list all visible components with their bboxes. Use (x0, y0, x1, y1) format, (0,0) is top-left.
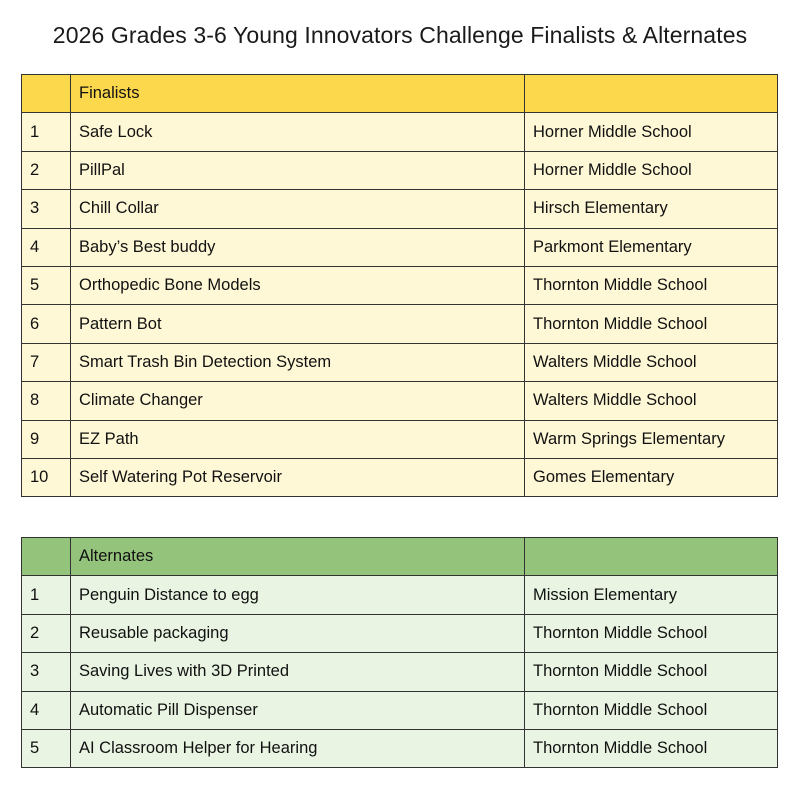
header-school-cell (525, 75, 778, 113)
table-row (22, 576, 778, 614)
school-name-cell: Mission Elementary (525, 576, 778, 614)
rank-cell: 3 (22, 653, 71, 691)
school-name-cell: Thornton Middle School (525, 305, 778, 343)
school-name-cell: Thornton Middle School (525, 653, 778, 691)
table-row (22, 190, 778, 228)
project-name-cell: Pattern Bot (71, 305, 525, 343)
project-name-cell: AI Classroom Helper for Hearing (71, 729, 525, 767)
rank-cell: 2 (22, 614, 71, 652)
alternates-header-row (22, 538, 778, 576)
project-name-cell: Automatic Pill Dispenser (71, 691, 525, 729)
project-name-cell: Climate Changer (71, 382, 525, 420)
project-name-cell: Smart Trash Bin Detection System (71, 343, 525, 381)
school-name-cell: Horner Middle School (525, 113, 778, 151)
header-number-cell (22, 538, 71, 576)
school-name-cell: Warm Springs Elementary (525, 420, 778, 458)
project-name-cell: Chill Collar (71, 190, 525, 228)
project-name-cell: Reusable packaging (71, 614, 525, 652)
table-row (22, 691, 778, 729)
table-row (22, 653, 778, 691)
rank-cell: 6 (22, 305, 71, 343)
school-name-cell: Thornton Middle School (525, 729, 778, 767)
rank-cell: 4 (22, 228, 71, 266)
school-name-cell: Walters Middle School (525, 343, 778, 381)
school-name-cell: Horner Middle School (525, 151, 778, 189)
project-name-cell: Saving Lives with 3D Printed (71, 653, 525, 691)
table-row (22, 382, 778, 420)
table-row (22, 343, 778, 381)
page-title: 2026 Grades 3-6 Young Innovators Challenge Finalists & Alternates (52, 22, 748, 48)
rank-cell: 2 (22, 151, 71, 189)
header-school-cell (525, 538, 778, 576)
project-name-cell: Safe Lock (71, 113, 525, 151)
rank-cell: 1 (22, 576, 71, 614)
school-name-cell: Thornton Middle School (525, 614, 778, 652)
rank-cell: 7 (22, 343, 71, 381)
school-name-cell: Parkmont Elementary (525, 228, 778, 266)
project-name-cell: Penguin Distance to egg (71, 576, 525, 614)
school-name-cell: Thornton Middle School (525, 691, 778, 729)
rank-cell: 1 (22, 113, 71, 151)
finalists-header-row (22, 75, 778, 113)
rank-cell: 8 (22, 382, 71, 420)
school-name-cell: Walters Middle School (525, 382, 778, 420)
school-name-cell: Gomes Elementary (525, 458, 778, 496)
project-name-cell: PillPal (71, 151, 525, 189)
school-name-cell: Thornton Middle School (525, 266, 778, 304)
rank-cell: 9 (22, 420, 71, 458)
table-row (22, 729, 778, 767)
project-name-cell: Self Watering Pot Reservoir (71, 458, 525, 496)
finalists-table (21, 74, 778, 497)
table-row (22, 614, 778, 652)
table-row (22, 420, 778, 458)
rank-cell: 10 (22, 458, 71, 496)
alternates-header: Alternates (71, 538, 525, 576)
project-name-cell: Orthopedic Bone Models (71, 266, 525, 304)
header-number-cell (22, 75, 71, 113)
table-row (22, 113, 778, 151)
table-row (22, 228, 778, 266)
project-name-cell: Baby’s Best buddy (71, 228, 525, 266)
table-row (22, 151, 778, 189)
project-name-cell: EZ Path (71, 420, 525, 458)
alternates-table (21, 537, 778, 768)
rank-cell: 4 (22, 691, 71, 729)
rank-cell: 5 (22, 266, 71, 304)
table-row (22, 458, 778, 496)
school-name-cell: Hirsch Elementary (525, 190, 778, 228)
table-row (22, 266, 778, 304)
rank-cell: 3 (22, 190, 71, 228)
table-row (22, 305, 778, 343)
rank-cell: 5 (22, 729, 71, 767)
finalists-header: Finalists (71, 75, 525, 113)
